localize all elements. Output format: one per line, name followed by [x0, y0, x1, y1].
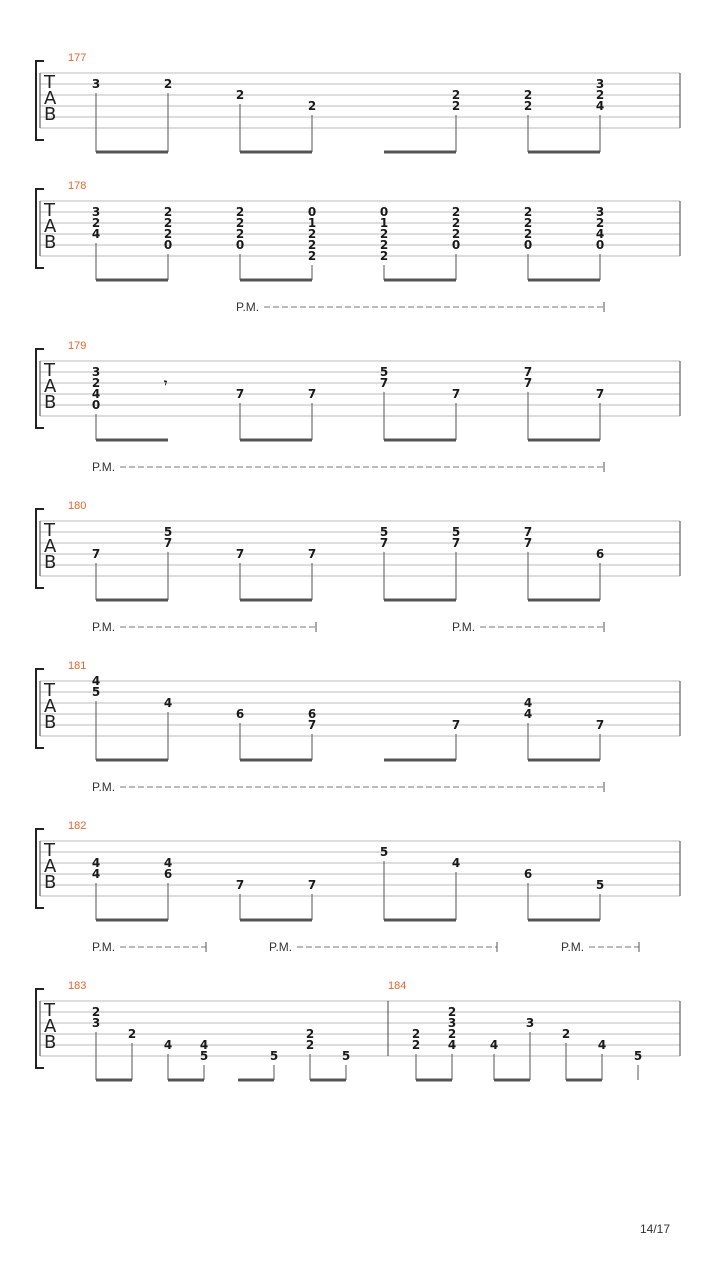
fret-number: 6 — [595, 547, 605, 561]
fret-number: 0 — [235, 238, 245, 252]
tab-clef-letter: B — [44, 1032, 57, 1053]
fret-number: 4 — [91, 387, 101, 401]
fret-number: 0 — [451, 238, 461, 252]
fret-number: 4 — [163, 696, 173, 710]
measure-number: 178 — [68, 180, 87, 192]
fret-number: 5 — [379, 525, 389, 539]
tab-clef-letter: A — [44, 856, 57, 877]
fret-number: 5 — [163, 525, 173, 539]
tab-clef-letter: B — [44, 872, 57, 893]
fret-number: 2 — [523, 205, 533, 219]
fret-number: 4 — [597, 1038, 607, 1052]
fret-number: 0 — [91, 398, 101, 412]
palm-mute-label: P.M. — [92, 780, 116, 794]
tab-clef-letter: T — [44, 1000, 55, 1021]
fret-number: 7 — [595, 387, 605, 401]
fret-number: 4 — [451, 856, 461, 870]
fret-number: 2 — [451, 88, 461, 102]
measure-number: 182 — [68, 820, 87, 832]
fret-number: 7 — [523, 376, 533, 390]
fret-number: 3 — [595, 77, 605, 91]
fret-number: 6 — [523, 867, 533, 881]
fret-number: 2 — [379, 238, 389, 252]
fret-number: 5 — [379, 845, 389, 859]
tab-clef-letter: T — [44, 840, 55, 861]
fret-number: 5 — [379, 365, 389, 379]
fret-number: 2 — [379, 249, 389, 263]
fret-number: 2 — [595, 216, 605, 230]
fret-number: 7 — [523, 365, 533, 379]
fret-number: 6 — [307, 707, 317, 721]
fret-number: 2 — [307, 238, 317, 252]
palm-mute-label: P.M. — [92, 460, 116, 474]
fret-number: 3 — [91, 205, 101, 219]
fret-number: 1 — [307, 216, 317, 230]
fret-number: 5 — [269, 1049, 279, 1063]
fret-number: 6 — [163, 867, 173, 881]
fret-number: 4 — [163, 1038, 173, 1052]
fret-number: 4 — [523, 707, 533, 721]
fret-number: 2 — [451, 227, 461, 241]
palm-mute-label: P.M. — [92, 620, 116, 634]
fret-number: 2 — [451, 205, 461, 219]
tab-clef-letter: B — [44, 712, 57, 733]
fret-number: 2 — [523, 99, 533, 113]
fret-number: 7 — [451, 718, 461, 732]
fret-number: 2 — [91, 216, 101, 230]
measure-number: 183 — [68, 980, 87, 992]
tab-clef-letter: B — [44, 392, 57, 413]
fret-number: 4 — [523, 696, 533, 710]
fret-number: 0 — [595, 238, 605, 252]
fret-number: 2 — [305, 1038, 315, 1052]
palm-mute-label: P.M. — [92, 940, 116, 954]
measure-number: 179 — [68, 340, 87, 352]
fret-number: 3 — [525, 1016, 535, 1030]
fret-number: 4 — [91, 227, 101, 241]
fret-number: 3 — [447, 1016, 457, 1030]
fret-number: 2 — [163, 216, 173, 230]
fret-number: 2 — [523, 88, 533, 102]
tab-clef-letter: B — [44, 552, 57, 573]
tab-clef-letter: T — [44, 680, 55, 701]
fret-number: 2 — [163, 227, 173, 241]
fret-number: 2 — [411, 1038, 421, 1052]
fret-number: 0 — [523, 238, 533, 252]
fret-number: 7 — [523, 536, 533, 550]
fret-number: 7 — [307, 547, 317, 561]
tab-clef-letter: T — [44, 520, 55, 541]
fret-number: 3 — [91, 1016, 101, 1030]
fret-number: 2 — [523, 227, 533, 241]
fret-number: 2 — [127, 1027, 137, 1041]
fret-number: 2 — [235, 227, 245, 241]
fret-number: 1 — [379, 216, 389, 230]
fret-number: 4 — [91, 856, 101, 870]
fret-number: 0 — [163, 238, 173, 252]
fret-number: 0 — [307, 205, 317, 219]
fret-number: 4 — [163, 856, 173, 870]
measure-number: 180 — [68, 500, 87, 512]
tab-clef-letter: B — [44, 104, 57, 125]
fret-number: 6 — [235, 707, 245, 721]
fret-number: 7 — [91, 547, 101, 561]
fret-number: 5 — [341, 1049, 351, 1063]
fret-number: 2 — [561, 1027, 571, 1041]
fret-number: 4 — [489, 1038, 499, 1052]
fret-number: 2 — [235, 216, 245, 230]
tab-clef-letter: A — [44, 88, 57, 109]
fret-number: 2 — [235, 88, 245, 102]
palm-mute-label: P.M. — [269, 940, 293, 954]
fret-number: 5 — [633, 1049, 643, 1063]
fret-number: 4 — [595, 99, 605, 113]
fret-number: 2 — [595, 88, 605, 102]
fret-number: 7 — [307, 387, 317, 401]
tab-clef-letter: A — [44, 376, 57, 397]
fret-number: 0 — [379, 205, 389, 219]
fret-number: 2 — [91, 376, 101, 390]
fret-number: 7 — [235, 878, 245, 892]
fret-number: 7 — [307, 718, 317, 732]
tab-clef-letter: T — [44, 200, 55, 221]
fret-number: 7 — [379, 376, 389, 390]
tab-clef-letter: A — [44, 696, 57, 717]
tab-clef-letter: A — [44, 536, 57, 557]
fret-number: 5 — [451, 525, 461, 539]
fret-number: 4 — [595, 227, 605, 241]
fret-number: 2 — [163, 77, 173, 91]
fret-number: 7 — [235, 387, 245, 401]
palm-mute-label: P.M. — [236, 300, 260, 314]
fret-number: 2 — [307, 227, 317, 241]
fret-number: 2 — [451, 99, 461, 113]
measure-number: 181 — [68, 660, 87, 672]
fret-number: 7 — [163, 536, 173, 550]
fret-number: 5 — [595, 878, 605, 892]
fret-number: 7 — [523, 525, 533, 539]
tab-clef-letter: T — [44, 72, 55, 93]
tab-clef-letter: A — [44, 1016, 57, 1037]
fret-number: 7 — [451, 387, 461, 401]
fret-number: 2 — [523, 216, 533, 230]
fret-number: 3 — [91, 77, 101, 91]
palm-mute-label: P.M. — [561, 940, 585, 954]
fret-number: 4 — [91, 674, 101, 688]
tab-clef-letter: B — [44, 232, 57, 253]
fret-number: 7 — [451, 536, 461, 550]
fret-number: 4 — [447, 1038, 457, 1052]
fret-number: 2 — [447, 1005, 457, 1019]
rest-symbol: 𝄾 — [164, 376, 168, 390]
fret-number: 7 — [379, 536, 389, 550]
fret-number: 2 — [91, 1005, 101, 1019]
fret-number: 2 — [163, 205, 173, 219]
fret-number: 5 — [199, 1049, 209, 1063]
fret-number: 3 — [91, 365, 101, 379]
fret-number: 2 — [307, 99, 317, 113]
measure-number: 184 — [388, 980, 407, 992]
page-number: 14/17 — [640, 1222, 671, 1236]
fret-number: 5 — [91, 685, 101, 699]
fret-number: 2 — [447, 1027, 457, 1041]
fret-number: 2 — [305, 1027, 315, 1041]
fret-number: 2 — [235, 205, 245, 219]
fret-number: 7 — [595, 718, 605, 732]
fret-number: 7 — [307, 878, 317, 892]
fret-number: 2 — [307, 249, 317, 263]
measure-number: 177 — [68, 52, 87, 64]
fret-number: 2 — [451, 216, 461, 230]
fret-number: 2 — [411, 1027, 421, 1041]
fret-number: 2 — [379, 227, 389, 241]
fret-number: 3 — [595, 205, 605, 219]
fret-number: 4 — [199, 1038, 209, 1052]
palm-mute-label: P.M. — [452, 620, 476, 634]
fret-number: 7 — [235, 547, 245, 561]
tab-clef-letter: T — [44, 360, 55, 381]
tab-clef-letter: A — [44, 216, 57, 237]
fret-number: 4 — [91, 867, 101, 881]
